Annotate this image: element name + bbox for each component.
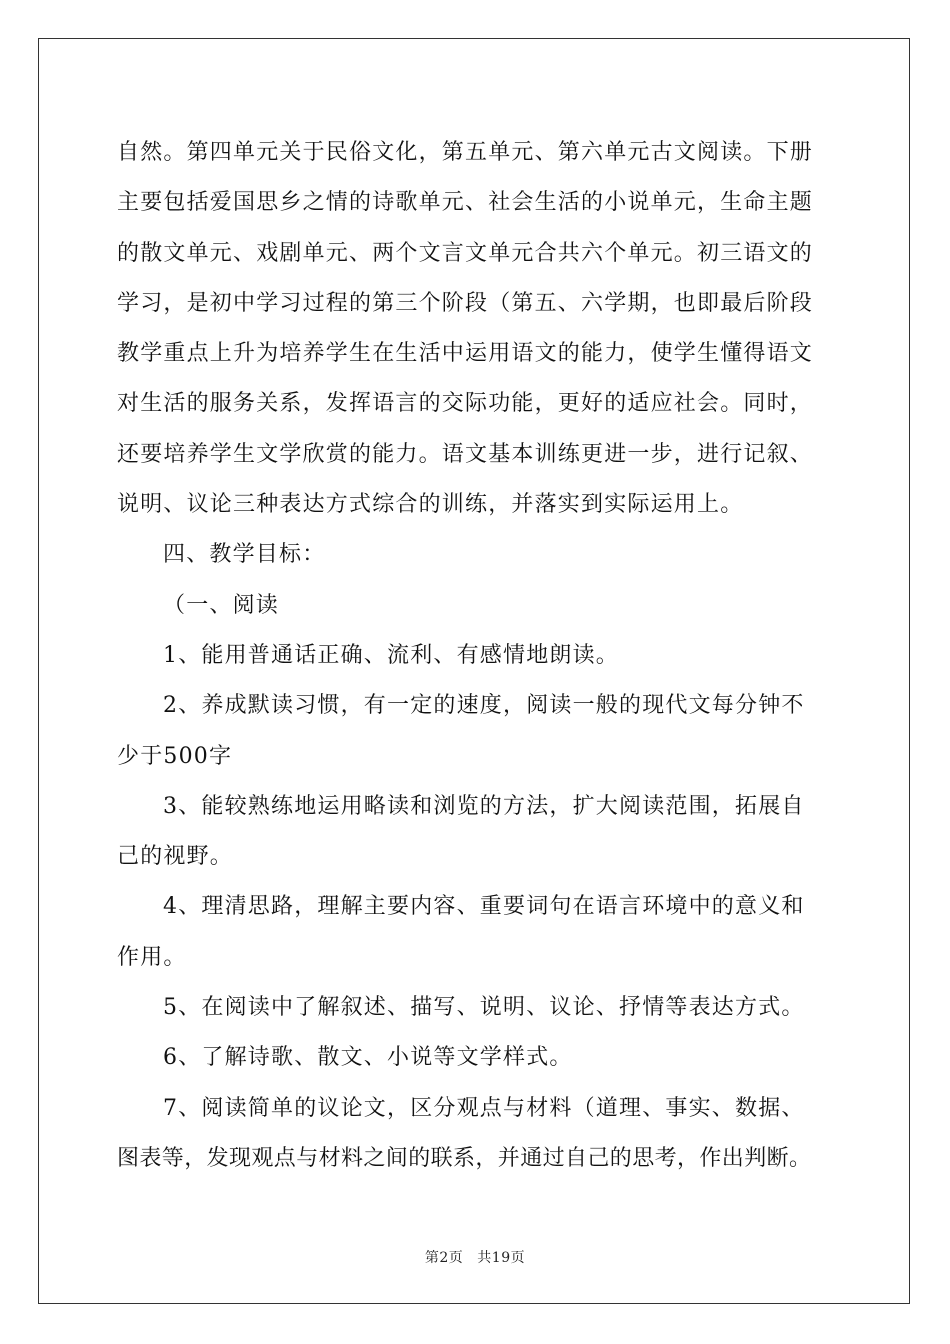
section-heading: 四、教学目标： [163, 542, 326, 568]
list-item: 7、阅读简单的议论文，区分观点与材料（道理、事实、数据、 [163, 1095, 805, 1121]
list-item: 2、养成默读习惯，有一定的速度，阅读一般的现代文每分钟不 [163, 693, 805, 719]
paragraph-line: 还要培养学生文学欣赏的能力。语文基本训练更进一步，进行记叙、 [117, 441, 814, 467]
paragraph-line: 的散文单元、戏剧单元、两个文言文单元合共六个单元。初三语文的 [117, 240, 814, 266]
subsection-heading: （一、阅读 [163, 592, 280, 618]
page-total: 共19页 [477, 1250, 526, 1266]
paragraph-line: 自然。第四单元关于民俗文化，第五单元、第六单元古文阅读。下册 [117, 140, 814, 165]
paragraph-line: 对生活的服务关系，发挥语言的交际功能，更好的适应社会。同时， [117, 391, 814, 417]
list-item: 4、理清思路，理解主要内容、重要词句在语言环境中的意义和 [163, 894, 805, 920]
paragraph-line: 主要包括爱国思乡之情的诗歌单元、社会生活的小说单元，生命主题 [117, 190, 814, 216]
list-item-continuation: 少于500字 [117, 743, 233, 769]
list-item: 5、在阅读中了解叙述、描写、说明、议论、抒情等表达方式。 [163, 995, 805, 1021]
paragraph-line: 教学重点上升为培养学生在生活中运用语文的能力，使学生懂得语文 [117, 341, 814, 367]
paragraph-line: 说明、议论三种表达方式综合的训练，并落实到实际运用上。 [117, 492, 744, 518]
list-item: 6、了解诗歌、散文、小说等文学样式。 [163, 1045, 573, 1071]
document-body [117, 128, 837, 1184]
list-item-continuation: 作用。 [117, 944, 187, 970]
list-item-continuation: 图表等，发现观点与材料之间的联系，并通过自己的思考，作出判断。 [117, 1145, 812, 1171]
list-item: 3、能较熟练地运用略读和浏览的方法，扩大阅读范围，拓展自 [163, 793, 805, 819]
page-footer [0, 1247, 950, 1267]
list-item-continuation: 己的视野。 [117, 844, 234, 870]
list-item: 1、能用普通话正确、流利、有感情地朗读。 [163, 642, 619, 668]
page-number: 第2页 [424, 1250, 464, 1266]
paragraph-line: 学习，是初中学习过程的第三个阶段（第五、六学期，也即最后阶段 [117, 290, 814, 316]
